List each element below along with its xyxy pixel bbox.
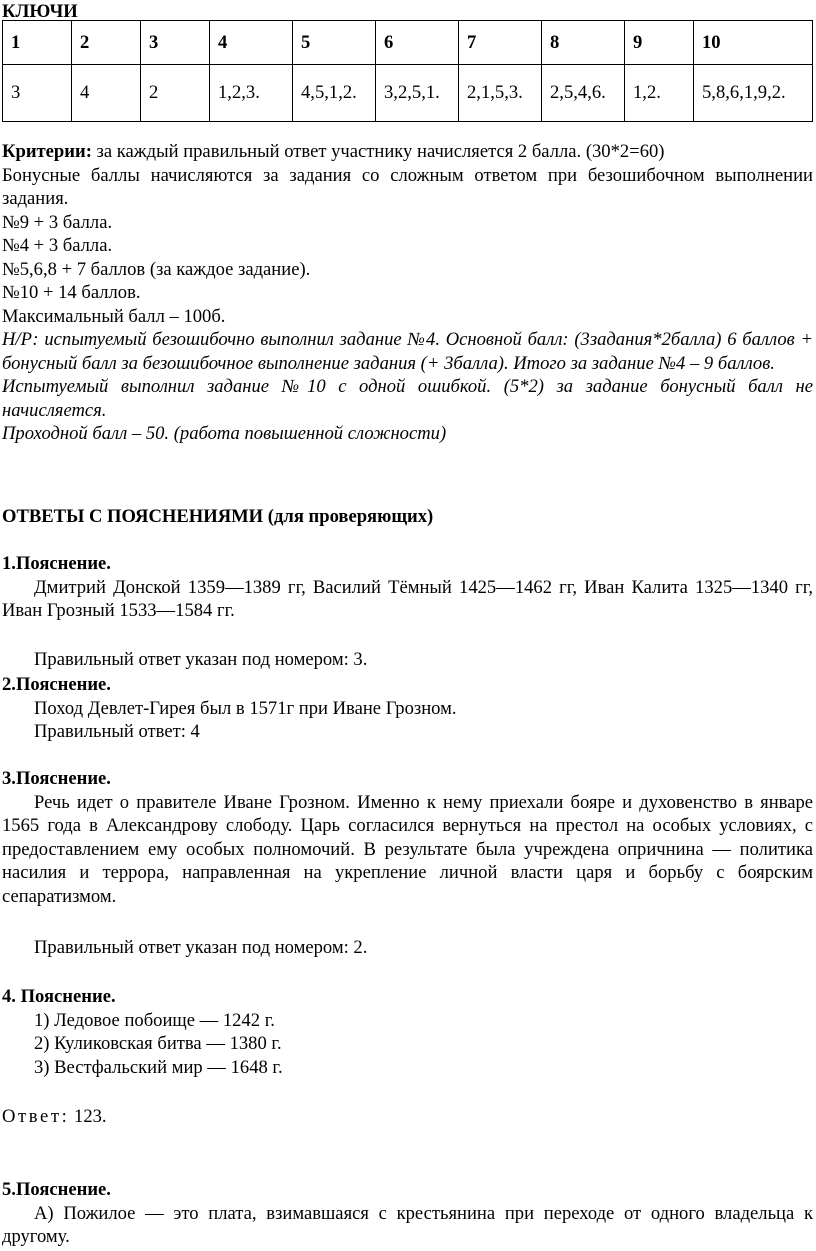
example-1: Н/Р: испытуемый безошибочно выполнил задание №4. Основной балл: (3задания*2балла) 6 баллов + бонусный балл за безошибочное выполнение задания (+ 3балла). Итого за задание №4 – 9 баллов.: [2, 329, 813, 374]
explanation-title: 1.Пояснение.: [2, 553, 111, 574]
explanation-title: 5.Пояснение.: [2, 1179, 111, 1200]
keys-header-row: [3, 21, 813, 65]
explanation-3: [2, 767, 813, 908]
answers-heading: ОТВЕТЫ С ПОЯСНЕНИЯМИ (для проверяющих): [2, 506, 434, 527]
list-item: 3) Вестфальский мир — 1648 г.: [34, 1056, 283, 1078]
example-2: Испытуемый выполнил задание №10 с одной ошибкой. (5*2) за задание бонусный балл не начисляется.: [2, 376, 813, 421]
criteria-section: [2, 140, 813, 446]
keys-values-row: [3, 65, 813, 122]
explanation-4: [2, 985, 813, 1079]
keys-value-cell: 2,1,5,3.: [459, 65, 542, 122]
keys-header-cell: 7: [459, 21, 542, 65]
list-item: 1) Ледовое побоище — 1242 г.: [34, 1009, 275, 1031]
explanation-answer: Правильный ответ: 4: [34, 721, 200, 742]
explanation-1: [2, 552, 813, 623]
keys-title: КЛЮЧИ: [2, 1, 78, 22]
keys-header-cell: 8: [542, 21, 625, 65]
keys-value-cell: 3,2,5,1.: [376, 65, 459, 122]
keys-header-cell: 6: [376, 21, 459, 65]
keys-header-cell: 2: [72, 21, 141, 65]
explanation-text: Речь идет о правителе Иване Грозном. Именно к нему приехали бояре и духовенство в январе 1565 года в Александрову слободу. Царь согласился вернуться на престол на особых условиях, с предоставлением ему особых полномочий. В результате была учреждена опричнина — политика насилия и террора, направленная на укрепление личной власти царя и борьбу с боярским сепаратизмом.: [2, 791, 813, 907]
keys-value-cell: 2,5,4,6.: [542, 65, 625, 122]
explanation-1-answer: Правильный ответ указан под номером: 3.: [34, 649, 368, 670]
criteria-text: за каждый правильный ответ участнику начисляется 2 балла. (30*2=60): [91, 141, 665, 162]
answer-value: 123.: [69, 1106, 107, 1127]
list-item: 2) Куликовская битва — 1380 г.: [34, 1033, 282, 1054]
explanation-title: 3.Пояснение.: [2, 768, 111, 789]
keys-header-cell: 9: [625, 21, 694, 65]
explanation-text: Поход Девлет-Гирея был в 1571г при Иване Грозном.: [34, 697, 457, 719]
keys-value-cell: 2: [141, 65, 210, 122]
keys-value-cell: 1,2,3.: [210, 65, 293, 122]
criteria-item: Максимальный балл – 100б.: [2, 305, 226, 327]
explanation-3-answer: Правильный ответ указан под номером: 2.: [34, 937, 368, 958]
explanation-5: [2, 1178, 813, 1249]
criteria-item: №5,6,8 + 7 баллов (за каждое задание).: [2, 258, 311, 280]
keys-header-cell: 5: [293, 21, 376, 65]
explanation-4-answer: [2, 1105, 813, 1129]
keys-value-cell: 1,2.: [625, 65, 694, 122]
passing-score: Проходной балл – 50. (работа повышенной сложности): [2, 423, 447, 444]
keys-table: [2, 20, 813, 122]
explanation-title: 4. Пояснение.: [2, 986, 116, 1007]
keys-value-cell: 4: [72, 65, 141, 122]
criteria-line: [2, 140, 813, 164]
bonus-text: Бонусные баллы начисляются за задания со сложным ответом при безошибочном выполнении задания.: [2, 164, 813, 209]
keys-value-cell: 4,5,1,2.: [293, 65, 376, 122]
keys-header-cell: 1: [3, 21, 72, 65]
criteria-item: №9 + 3 балла.: [2, 211, 113, 233]
keys-header-cell: 3: [141, 21, 210, 65]
criteria-item: №4 + 3 балла.: [2, 235, 113, 256]
keys-header-cell: 10: [694, 21, 813, 65]
explanation-text: Дмитрий Донской 1359—1389 гг, Василий Тёмный 1425—1462 гг, Иван Калита 1325—1340 гг, Иван Грозный 1533—1584 гг.: [2, 576, 813, 621]
explanation-text: А) Пожилое — это плата, взимавшаяся с крестьянина при переходе от одного владельца к другому.: [2, 1202, 813, 1247]
keys-value-cell: 3: [3, 65, 72, 122]
explanation-title: 2.Пояснение.: [2, 674, 111, 695]
answer-label: Ответ:: [2, 1106, 70, 1127]
explanation-2: [2, 673, 813, 744]
keys-header-cell: 4: [210, 21, 293, 65]
criteria-label: Критерии:: [2, 141, 92, 162]
keys-value-cell: 5,8,6,1,9,2.: [694, 65, 813, 122]
criteria-item: №10 + 14 баллов.: [2, 282, 141, 303]
